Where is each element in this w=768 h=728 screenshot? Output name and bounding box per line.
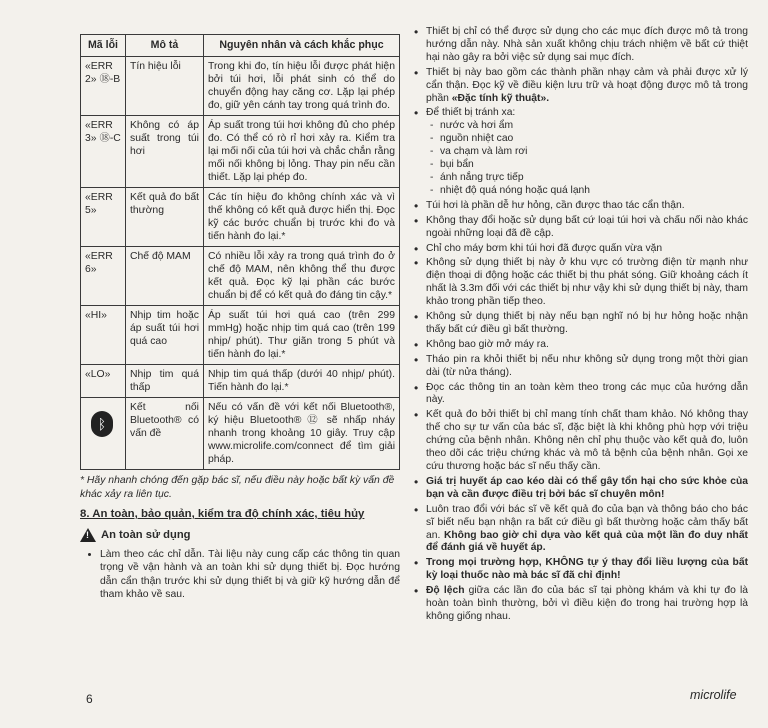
list-item: • Không thay đổi hoặc sử dụng bất cứ loại túi hơi và chấu nối nào khác ngoài những loại đã đề cập.	[426, 215, 748, 241]
list-item: • Đọc các thông tin an toàn kèm theo trong các mục của hướng dẫn này.	[426, 382, 748, 408]
warning-text: Trong mọi trường hợp, KHÔNG tự ý thay đổi liều lượng của bất kỳ loại thuốc nào mà bác sĩ đã chỉ định!	[426, 557, 748, 582]
sublist-item: - nhiệt độ quá nóng hoặc quá lạnh	[440, 185, 748, 198]
error-code: «ERR 2» ⑱-B	[81, 57, 126, 116]
error-code: «ERR 6»	[81, 247, 126, 306]
error-cause: Nếu có vấn đề với kết nối Bluetooth®, ký hiệu Bluetooth® ⑫ sẽ nhấp nháy nhanh trong khoảng 10 giây. Truy cập www.microlife.com/connect để tìm giải pháp.	[204, 398, 400, 470]
list-item-text: Để thiết bị tránh xa:	[426, 107, 516, 119]
list-item	[426, 476, 748, 502]
sublist-item: - va chạm và làm rơi	[440, 146, 748, 159]
error-desc: Chế độ MAM	[126, 247, 204, 306]
list-item-text: Thiết bị này bao gồm các thành phần nhạy cảm và phải được xử lý cẩn thận. Đọc kỹ về điều kiện lưu trữ và hoạt động được mô tả trong phần	[426, 66, 748, 104]
error-code: «HI»	[81, 306, 126, 365]
list-item: • Thiết bị chỉ có thể được sử dụng cho các mục đích được mô tả trong hướng dẫn này. Nhà sản xuất không chịu trách nhiệm về bất cứ thiệt hại nào gây ra bởi việc sử dụng sai mục đích.	[426, 26, 748, 65]
error-cause: Trong khi đo, tín hiệu lỗi được phát hiện bởi túi hơi, lỗi phát sinh có thể do chuyển động hay căng cơ. Lặp lại phép đo, giữ yên cánh tay trong quá trình đo.	[204, 57, 400, 116]
list-item: • Không sử dụng thiết bị này ở khu vực có trường điện từ mạnh như điện thoại di động hoặc các thiết bị thu phát sóng. Giữ khoảng cách ít nhất là 3.3m đối với các thiết bị như vậy khi sử dụng thiết bị này, tham khảo trong phần tiếp theo.	[426, 257, 748, 309]
error-code-bluetooth	[81, 398, 126, 470]
table-row	[81, 188, 400, 247]
list-item: • Tháo pin ra khỏi thiết bị nếu như không sử dụng trong một thời gian dài (từ nửa tháng).	[426, 354, 748, 380]
table-row	[81, 57, 400, 116]
error-desc: Tín hiệu lỗi	[126, 57, 204, 116]
list-item: • Làm theo các chỉ dẫn. Tài liệu này cung cấp các thông tin quan trọng về vận hành và an toàn khi sử dụng thiết bị. Đọc hướng dẫn cẩn thận trước khi sử dụng thiết bị và giữ kỹ hướng dẫn để tham khảo về sau.	[100, 548, 400, 602]
table-header-row	[81, 35, 400, 57]
page-number: 6	[86, 692, 93, 706]
list-item-text: Luôn trao đổi với bác sĩ về kết quả đo của bạn và thông báo cho bác sĩ biết nếu bạn nhận ra bất cứ điều gì bất thường hoặc cảm thấy bất an.	[426, 503, 748, 541]
spec-reference: «Đặc tính kỹ thuật».	[451, 92, 550, 104]
error-desc: Nhịp tim hoặc áp suất túi hơi quá cao	[126, 306, 204, 365]
error-desc: Không có áp suất trong túi hơi	[126, 116, 204, 188]
sublist-item: - ánh nắng trực tiếp	[440, 172, 748, 185]
warning-text: Giá trị huyết áp cao kéo dài có thể gây tổn hại cho sức khỏe của bạn và cần được điều trị bởi bác sĩ chuyên môn!	[426, 475, 748, 500]
list-item-text: giữa các lần đo của bác sĩ tại phòng khám và khi tự đo là hoàn toàn bình thường, bởi vì điều kiện đo trong hai trường hợp là không giống nhau.	[426, 585, 748, 622]
error-cause: Có nhiều lỗi xảy ra trong quá trình đo ở chế độ MAM, nên không thể thu được kết quả. Đọc kỹ lại phần các bước chuẩn bị để có kết quả đo đáng tin cậy.*	[204, 247, 400, 306]
brand-logo: microlife	[690, 688, 737, 702]
safety-heading	[80, 528, 400, 542]
list-item	[426, 67, 748, 106]
header-cause: Nguyên nhân và cách khắc phục	[204, 35, 400, 57]
header-code: Mã lỗi	[81, 35, 126, 57]
error-cause: Các tín hiệu đo không chính xác và vì thế không có kết quả được hiển thị. Đọc kỹ các bước chuẩn bị trước khi đo và tiến hành đo lại.*	[204, 188, 400, 247]
left-column	[80, 34, 400, 602]
error-desc: Kết nối Bluetooth® có vấn đề	[126, 398, 204, 470]
header-desc: Mô tả	[126, 35, 204, 57]
table-footnote: * Hãy nhanh chóng đến gặp bác sĩ, nếu điều này hoặc bất kỳ vấn đề khác xảy ra liên tục.	[80, 475, 395, 500]
deviation-label: Độ lệch	[426, 585, 465, 597]
sublist-item: - nguồn nhiệt cao	[440, 133, 748, 146]
table-row	[81, 365, 400, 398]
list-item: • Không bao giờ mở máy ra.	[426, 339, 748, 352]
warning-text: Không bao giờ chỉ dựa vào kết quả của một lần đo duy nhất để đánh giá về huyết áp.	[426, 529, 748, 554]
list-item: • Kết quả đo bởi thiết bị chỉ mang tính chất tham khảo. Nó không thay thế cho sự tư vấn của bác sĩ, đặc biệt là khi không phù hợp với triệu chứng của bệnh nhân. Không nên chỉ phụ thuộc vào kết quả đo, luôn theo dõi các triệu chứng khác và mô tả bệnh của bệnh nhân. Gọi xe cứu thương hoặc bác sĩ nếu thấy cần.	[426, 409, 748, 474]
error-cause: Áp suất trong túi hơi không đủ cho phép đo. Có thể có rò rỉ hơi xảy ra. Kiểm tra lại mối nối của túi hơi và chắc chắn rằng mối nối không bị lỏng. Thay pin nếu cần thiết. Lặp lại phép đo.	[204, 116, 400, 188]
table-row	[81, 306, 400, 365]
right-column	[412, 26, 748, 626]
list-item	[426, 585, 748, 624]
list-item	[426, 107, 748, 197]
sublist-item: - bụi bẩn	[440, 159, 748, 172]
list-item	[426, 557, 748, 583]
list-item: • Không sử dụng thiết bị này nếu bạn nghĩ nó bị hư hỏng hoặc nhận thấy bất cứ điều gì bất thường.	[426, 311, 748, 337]
error-code: «ERR 5»	[81, 188, 126, 247]
bluetooth-icon: ᛒ	[91, 411, 113, 437]
error-desc: Nhịp tim quá thấp	[126, 365, 204, 398]
list-item: • Chỉ cho máy bơm khi túi hơi đã được quấn vừa vặn	[426, 243, 748, 256]
error-cause: Áp suất túi hơi quá cao (trên 299 mmHg) hoặc nhịp tim quá cao (trên 199 nhịp/ phút). Thư giãn trong 5 phút và tiến hành đo lại.*	[204, 306, 400, 365]
section-title: 8. An toàn, bảo quản, kiểm tra độ chính xác, tiêu hủy	[80, 508, 365, 520]
warning-icon: !	[80, 528, 96, 542]
table-row	[81, 116, 400, 188]
right-bullet-list	[412, 26, 748, 624]
table-row	[81, 247, 400, 306]
error-code: «LO»	[81, 365, 126, 398]
list-item: • Túi hơi là phần dễ hư hỏng, cần được thao tác cẩn thận.	[426, 200, 748, 213]
sublist-item: - nước và hơi ẩm	[440, 120, 748, 133]
left-bullet-list	[80, 548, 400, 602]
error-table	[80, 34, 400, 470]
safety-title: An toàn sử dụng	[101, 529, 191, 541]
list-item	[426, 504, 748, 556]
table-row	[81, 398, 400, 470]
avoid-sublist	[426, 120, 748, 197]
error-code: «ERR 3» ⑱-C	[81, 116, 126, 188]
error-cause: Nhịp tim quá thấp (dưới 40 nhịp/ phút). Tiến hành đo lại.*	[204, 365, 400, 398]
error-desc: Kết quả đo bất thường	[126, 188, 204, 247]
